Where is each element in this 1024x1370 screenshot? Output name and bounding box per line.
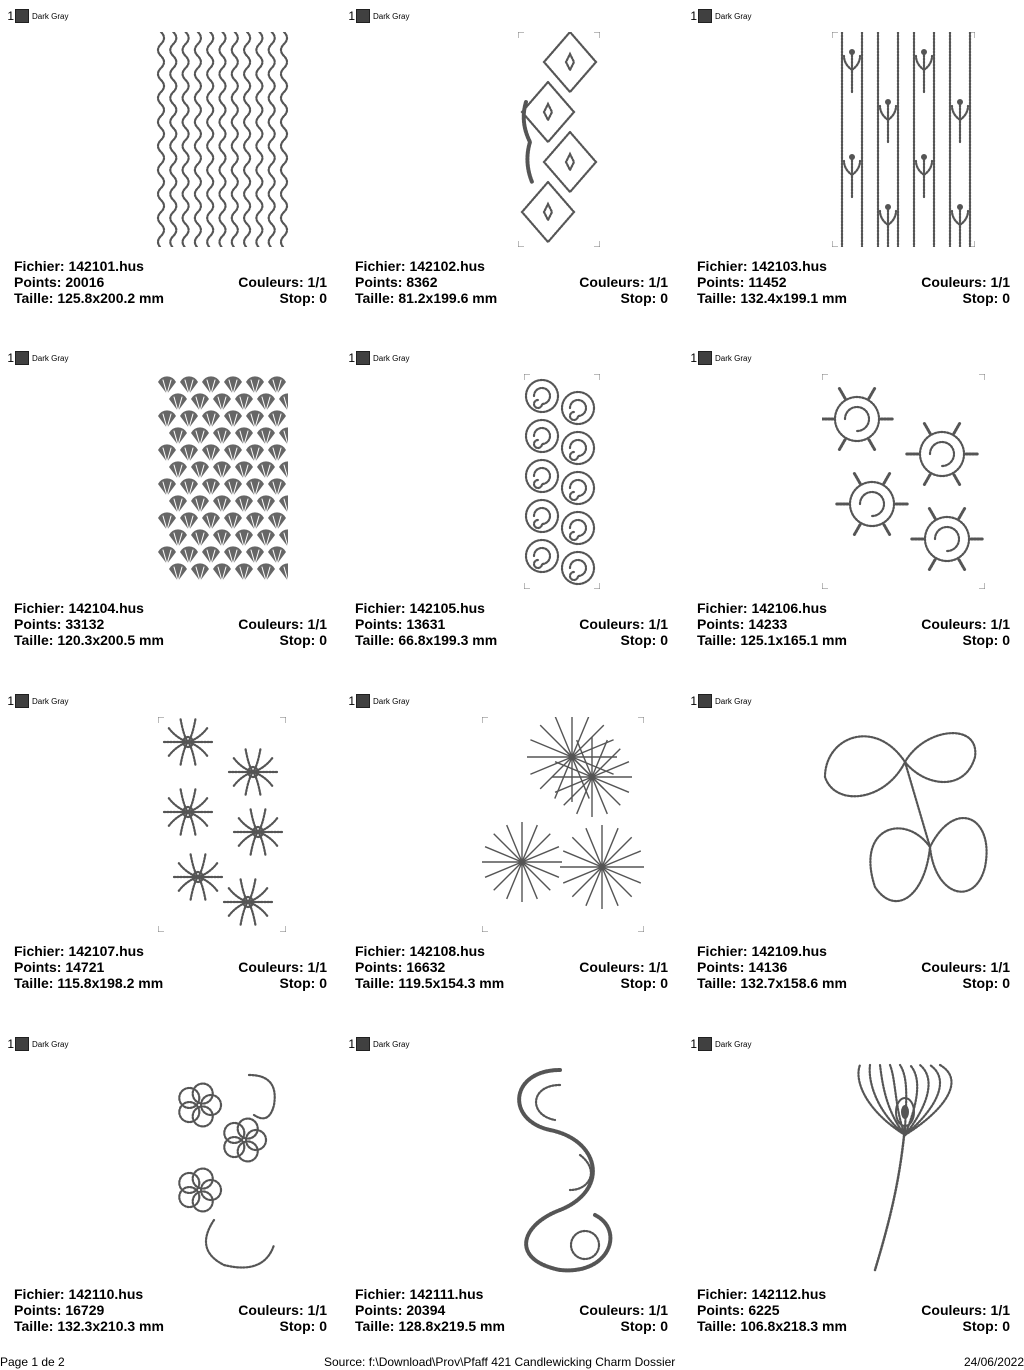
colors-label: Couleurs: — [921, 959, 987, 975]
colors-value: 1/1 — [307, 1302, 327, 1318]
colors-value: 1/1 — [307, 959, 327, 975]
thread-number: 1 — [690, 694, 697, 708]
thread-name: Dark Gray — [32, 1039, 69, 1049]
file-label: Fichier: — [355, 943, 406, 959]
points-label: Points: — [355, 274, 403, 290]
design-card — [0, 342, 330, 672]
stop-label: Stop: — [620, 975, 657, 991]
points-value: 11452 — [748, 274, 787, 290]
color-swatch — [698, 9, 712, 23]
color-swatch — [698, 694, 712, 708]
spiky-flowers-icon — [158, 717, 286, 932]
size-value: 115.8x198.2 mm — [57, 975, 164, 991]
thread-name: Dark Gray — [373, 353, 410, 363]
design-card — [341, 0, 671, 330]
file-name: 142109.hus — [751, 943, 827, 959]
spiral-circles-icon — [524, 374, 600, 589]
size-value: 106.8x218.3 mm — [740, 1318, 847, 1334]
starbursts-icon — [482, 717, 644, 932]
points-value: 6225 — [748, 1302, 780, 1318]
color-swatch — [15, 9, 29, 23]
thread-number: 1 — [690, 9, 697, 23]
file-label: Fichier: — [355, 600, 406, 616]
design-info — [355, 600, 668, 648]
thread-name: Dark Gray — [715, 11, 752, 21]
color-swatch — [698, 1037, 712, 1051]
thread-swatch — [6, 8, 68, 24]
colors-value: 1/1 — [990, 616, 1010, 632]
size-label: Taille: — [697, 1318, 737, 1334]
design-info — [697, 600, 1010, 648]
paisley-icon — [500, 1060, 626, 1275]
design-card — [683, 685, 1013, 1015]
colors-value: 1/1 — [990, 1302, 1010, 1318]
thread-swatch — [347, 693, 409, 709]
color-swatch — [15, 351, 29, 365]
stop-value: 0 — [660, 290, 668, 306]
colors-label: Couleurs: — [579, 1302, 645, 1318]
file-label: Fichier: — [697, 943, 748, 959]
file-label: Fichier: — [355, 1286, 406, 1302]
thread-name: Dark Gray — [715, 1039, 752, 1049]
stop-value: 0 — [660, 975, 668, 991]
file-name: 142103.hus — [751, 258, 827, 274]
colors-label: Couleurs: — [579, 959, 645, 975]
points-label: Points: — [14, 616, 62, 632]
thread-number: 1 — [690, 1037, 697, 1051]
design-info — [355, 258, 668, 306]
stop-value: 0 — [319, 1318, 327, 1334]
thread-swatch — [6, 693, 68, 709]
thread-number: 1 — [348, 9, 355, 23]
thread-number: 1 — [7, 351, 14, 365]
points-label: Points: — [697, 274, 745, 290]
points-label: Points: — [14, 959, 62, 975]
thread-number: 1 — [348, 1037, 355, 1051]
size-value: 119.5x154.3 mm — [398, 975, 505, 991]
design-info — [697, 943, 1010, 991]
stop-value: 0 — [1002, 290, 1010, 306]
points-label: Points: — [697, 959, 745, 975]
stop-label: Stop: — [279, 290, 316, 306]
stop-label: Stop: — [962, 290, 999, 306]
points-value: 20394 — [406, 1302, 446, 1318]
design-info — [697, 258, 1010, 306]
size-label: Taille: — [697, 632, 737, 648]
colors-label: Couleurs: — [579, 616, 645, 632]
stop-value: 0 — [1002, 1318, 1010, 1334]
size-value: 132.3x210.3 mm — [57, 1318, 164, 1334]
size-label: Taille: — [355, 632, 395, 648]
source-path: Source: f:\Download\Prov\Pfaff 421 Candlewicking Charm Dossier — [324, 1355, 676, 1369]
design-card — [0, 1028, 330, 1358]
thread-number: 1 — [690, 351, 697, 365]
thread-swatch — [689, 350, 751, 366]
colors-label: Couleurs: — [579, 274, 645, 290]
thread-name: Dark Gray — [32, 353, 69, 363]
file-name: 142106.hus — [751, 600, 827, 616]
stop-value: 0 — [319, 632, 327, 648]
points-value: 20016 — [65, 274, 105, 290]
stop-label: Stop: — [279, 975, 316, 991]
thread-swatch — [689, 1036, 751, 1052]
stop-value: 0 — [660, 1318, 668, 1334]
stop-label: Stop: — [279, 632, 316, 648]
file-name: 142108.hus — [409, 943, 485, 959]
design-info — [14, 943, 327, 991]
thread-name: Dark Gray — [32, 11, 69, 21]
stop-label: Stop: — [962, 1318, 999, 1334]
size-label: Taille: — [14, 1318, 54, 1334]
size-value: 66.8x199.3 mm — [398, 632, 498, 648]
size-label: Taille: — [14, 632, 54, 648]
size-label: Taille: — [14, 975, 54, 991]
thread-name: Dark Gray — [32, 696, 69, 706]
colors-label: Couleurs: — [238, 959, 304, 975]
thread-swatch — [689, 693, 751, 709]
tulip-border-icon — [832, 32, 975, 247]
points-label: Points: — [355, 616, 403, 632]
flowers-scroll-icon — [154, 1060, 287, 1275]
colors-value: 1/1 — [648, 959, 668, 975]
file-name: 142110.hus — [68, 1286, 144, 1302]
color-swatch — [15, 694, 29, 708]
waves-icon — [155, 32, 290, 247]
colors-label: Couleurs: — [921, 274, 987, 290]
stop-label: Stop: — [620, 290, 657, 306]
file-name: 142104.hus — [68, 600, 144, 616]
colors-label: Couleurs: — [921, 616, 987, 632]
color-swatch — [15, 1037, 29, 1051]
file-name: 142111.hus — [409, 1286, 484, 1302]
print-date: 24/06/2022 — [963, 1355, 1024, 1369]
size-value: 125.1x165.1 mm — [740, 632, 847, 648]
thread-name: Dark Gray — [373, 1039, 410, 1049]
points-value: 14136 — [748, 959, 788, 975]
thread-number: 1 — [348, 694, 355, 708]
file-label: Fichier: — [355, 258, 406, 274]
thread-swatch — [347, 8, 409, 24]
points-label: Points: — [355, 959, 403, 975]
points-label: Points: — [355, 1302, 403, 1318]
stop-label: Stop: — [962, 632, 999, 648]
file-label: Fichier: — [14, 600, 65, 616]
thread-name: Dark Gray — [373, 11, 410, 21]
file-name: 142102.hus — [409, 258, 485, 274]
points-value: 16729 — [65, 1302, 105, 1318]
colors-value: 1/1 — [990, 959, 1010, 975]
thread-number: 1 — [7, 9, 14, 23]
size-value: 120.3x200.5 mm — [57, 632, 164, 648]
colors-value: 1/1 — [648, 616, 668, 632]
design-card — [0, 0, 330, 330]
design-card — [341, 1028, 671, 1358]
stop-label: Stop: — [279, 1318, 316, 1334]
thread-swatch — [347, 1036, 409, 1052]
points-value: 13631 — [406, 616, 446, 632]
file-label: Fichier: — [14, 258, 65, 274]
thread-name: Dark Gray — [715, 696, 752, 706]
file-label: Fichier: — [697, 1286, 748, 1302]
thread-swatch — [347, 350, 409, 366]
colors-value: 1/1 — [648, 274, 668, 290]
stop-value: 0 — [319, 975, 327, 991]
thread-number: 1 — [348, 351, 355, 365]
size-value: 132.4x199.1 mm — [740, 290, 847, 306]
design-info — [14, 1286, 327, 1334]
colors-label: Couleurs: — [238, 274, 304, 290]
points-label: Points: — [697, 1302, 745, 1318]
size-label: Taille: — [355, 975, 395, 991]
color-swatch — [356, 9, 370, 23]
design-card — [683, 1028, 1013, 1358]
points-label: Points: — [697, 616, 745, 632]
size-label: Taille: — [14, 290, 54, 306]
design-card — [341, 685, 671, 1015]
color-swatch — [698, 351, 712, 365]
points-value: 16632 — [406, 959, 446, 975]
colors-value: 1/1 — [307, 274, 327, 290]
size-label: Taille: — [697, 975, 737, 991]
design-card — [683, 342, 1013, 672]
file-name: 142105.hus — [409, 600, 485, 616]
points-label: Points: — [14, 274, 62, 290]
thread-swatch — [6, 350, 68, 366]
peacock-feather-icon — [850, 1060, 955, 1275]
thread-swatch — [6, 1036, 68, 1052]
stop-value: 0 — [1002, 975, 1010, 991]
colors-value: 1/1 — [990, 274, 1010, 290]
design-info — [14, 258, 327, 306]
colors-value: 1/1 — [307, 616, 327, 632]
design-info — [355, 1286, 668, 1334]
color-swatch — [356, 351, 370, 365]
file-label: Fichier: — [14, 1286, 65, 1302]
thread-number: 1 — [7, 1037, 14, 1051]
file-name: 142112.hus — [751, 1286, 827, 1302]
design-card — [0, 685, 330, 1015]
stop-value: 0 — [660, 632, 668, 648]
points-value: 14233 — [748, 616, 788, 632]
stop-label: Stop: — [620, 632, 657, 648]
points-value: 14721 — [65, 959, 105, 975]
size-value: 81.2x199.6 mm — [398, 290, 498, 306]
thread-number: 1 — [7, 694, 14, 708]
color-swatch — [356, 1037, 370, 1051]
thread-name: Dark Gray — [373, 696, 410, 706]
points-label: Points: — [14, 1302, 62, 1318]
size-value: 132.7x158.6 mm — [740, 975, 847, 991]
colors-value: 1/1 — [648, 1302, 668, 1318]
stop-value: 0 — [319, 290, 327, 306]
file-name: 142101.hus — [68, 258, 144, 274]
diamond-chain-icon — [518, 32, 600, 247]
file-label: Fichier: — [697, 600, 748, 616]
design-info — [355, 943, 668, 991]
colors-label: Couleurs: — [238, 1302, 304, 1318]
thread-name: Dark Gray — [715, 353, 752, 363]
design-info — [697, 1286, 1010, 1334]
colors-label: Couleurs: — [238, 616, 304, 632]
file-label: Fichier: — [697, 258, 748, 274]
file-label: Fichier: — [14, 943, 65, 959]
stop-label: Stop: — [962, 975, 999, 991]
file-name: 142107.hus — [68, 943, 144, 959]
colors-label: Couleurs: — [921, 1302, 987, 1318]
stop-value: 0 — [1002, 632, 1010, 648]
size-label: Taille: — [355, 1318, 395, 1334]
design-card — [341, 342, 671, 672]
design-card — [683, 0, 1013, 330]
size-label: Taille: — [697, 290, 737, 306]
points-value: 33132 — [65, 616, 105, 632]
butterflies-icon — [815, 717, 993, 932]
fan-pattern-icon — [155, 374, 288, 589]
swirl-branches-icon — [822, 374, 985, 589]
points-value: 8362 — [406, 274, 438, 290]
color-swatch — [356, 694, 370, 708]
size-value: 128.8x219.5 mm — [398, 1318, 505, 1334]
size-label: Taille: — [355, 290, 395, 306]
stop-label: Stop: — [620, 1318, 657, 1334]
page-number: Page 1 de 2 — [0, 1355, 65, 1369]
thread-swatch — [689, 8, 751, 24]
design-info — [14, 600, 327, 648]
size-value: 125.8x200.2 mm — [57, 290, 164, 306]
